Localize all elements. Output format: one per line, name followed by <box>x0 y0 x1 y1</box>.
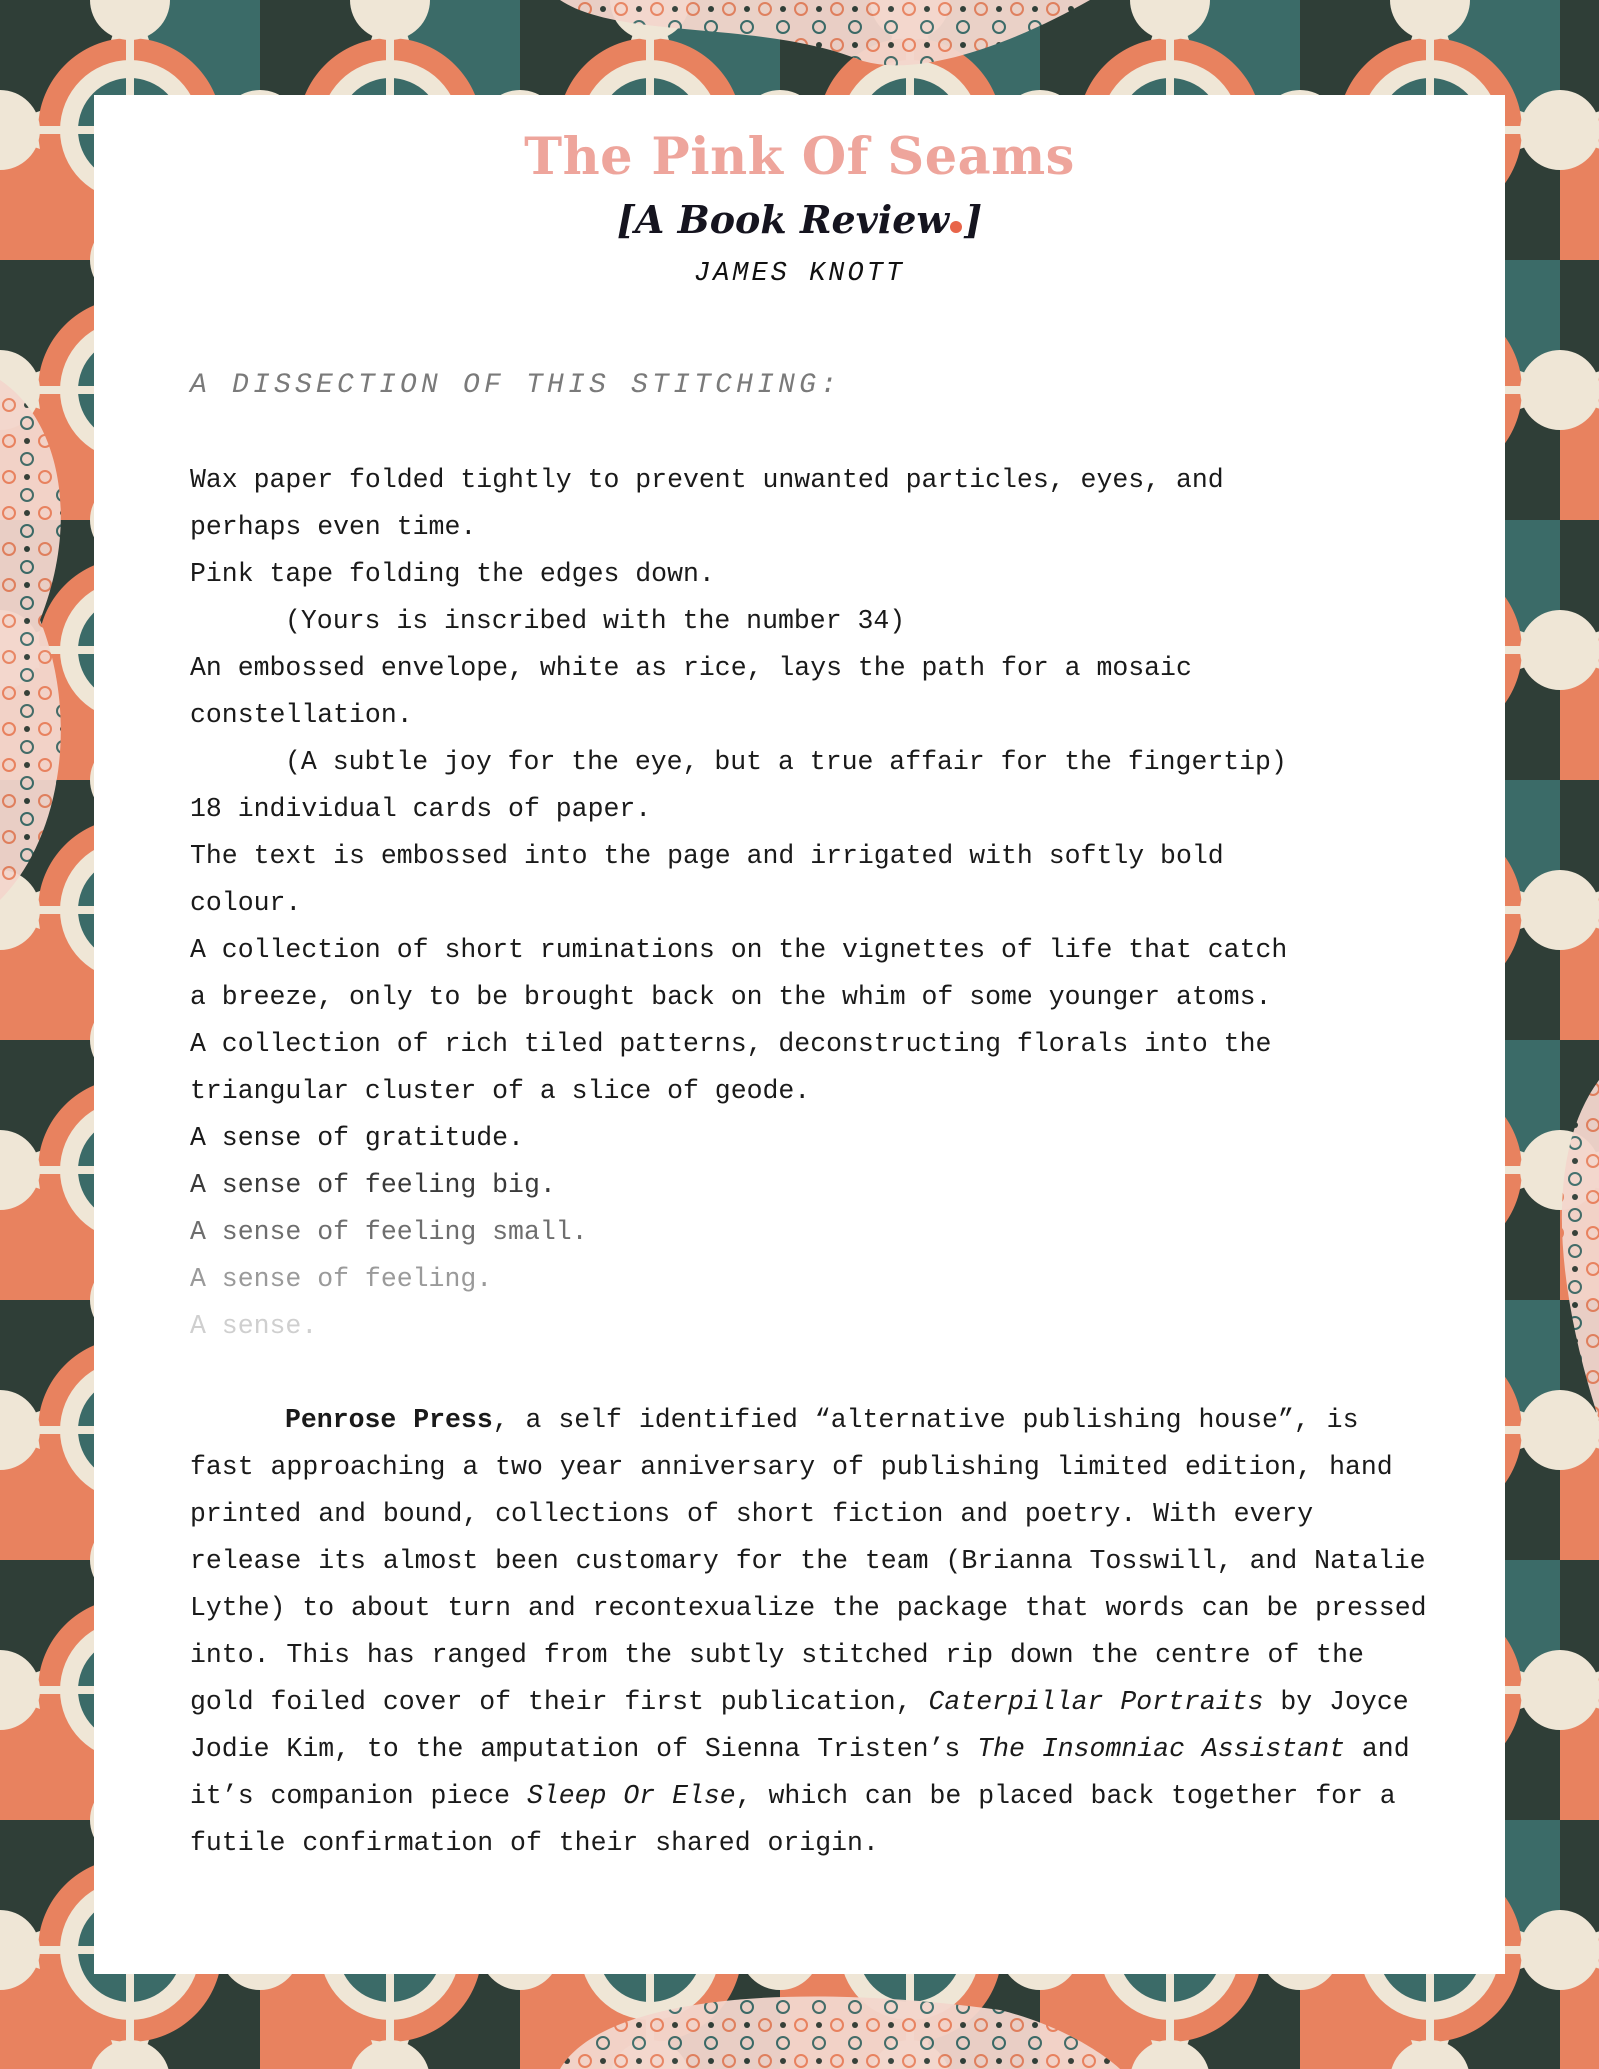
book-title: Sleep Or Else <box>526 1781 736 1811</box>
review-page <box>94 95 1505 1974</box>
book-title: Caterpillar Portraits <box>928 1687 1264 1717</box>
poem-line: a breeze, only to be brought back on the whim of some younger atoms. <box>190 982 1272 1012</box>
poem-line: Wax paper folded tightly to prevent unwanted particles, eyes, and <box>190 465 1224 495</box>
poem-line: 18 individual cards of paper. <box>190 794 652 824</box>
page-title: The Pink Of Seams <box>524 127 1075 187</box>
poem-line: Pink tape folding the edges down. <box>190 559 715 589</box>
poem-line: A sense of feeling small. <box>190 1217 588 1247</box>
poem-line: The text is embossed into the page and irrigated with softly bold <box>190 841 1224 871</box>
poem-line: (Yours is inscribed with the number 34) <box>285 606 906 636</box>
paragraph-text: , a self identified “alternative publishing house”, is fast approaching a two year anniversary of publishing limited edition, hand printed and bound, collections of short fiction and poetry. With every release its almost been customary for the team (Brianna Tosswill, and Natalie Lythe) to about turn and recontexualize the package that words can be pressed into. This has ranged from the subtly stitched rip down the centre of the gold foiled cover of their first publication, <box>190 1405 1427 1717</box>
poem-line: constellation. <box>190 700 413 730</box>
paragraph-text: , which can be placed back together for a futile confirmation of their shared origin. <box>190 1781 1396 1858</box>
book-title: The Insomniac Assistant <box>977 1734 1345 1764</box>
paragraph-text: by Joyce Jodie Kim, to the amputation of Sienna Tristen’s <box>190 1687 1409 1764</box>
poem-line: A sense of feeling. <box>190 1264 493 1294</box>
poem-line: A collection of short ruminations on the vignettes of life that catch <box>190 935 1288 965</box>
section-heading: A DISSECTION OF THIS STITCHING: <box>190 370 842 401</box>
orange-dot <box>950 221 962 233</box>
poem-line: perhaps even time. <box>190 512 477 542</box>
subtitle-bracket: ] <box>964 197 983 242</box>
poem-block <box>190 457 1430 1350</box>
poem-line: (A subtle joy for the eye, but a true affair for the fingertip) <box>285 747 1287 777</box>
poem-line: A sense of gratitude. <box>190 1123 524 1153</box>
subtitle <box>94 193 1505 247</box>
review-paragraph <box>190 1397 1430 1867</box>
poem-line: An embossed envelope, white as rice, lays the path for a mosaic <box>190 653 1192 683</box>
masthead <box>94 125 1505 291</box>
poem-line: colour. <box>190 888 302 918</box>
poem-line: A sense. <box>190 1311 318 1341</box>
author-name: JAMES KNOTT <box>693 259 906 289</box>
poem-line: A collection of rich tiled patterns, deconstructing florals into the <box>190 1029 1272 1059</box>
publisher-name: Penrose Press <box>285 1405 493 1435</box>
subtitle-text: [A Book Review <box>616 197 950 242</box>
poem-line: triangular cluster of a slice of geode. <box>190 1076 811 1106</box>
paragraph-text: and it’s companion piece <box>190 1734 1410 1811</box>
poem-line: A sense of feeling big. <box>190 1170 556 1200</box>
review-body <box>190 363 1430 1867</box>
